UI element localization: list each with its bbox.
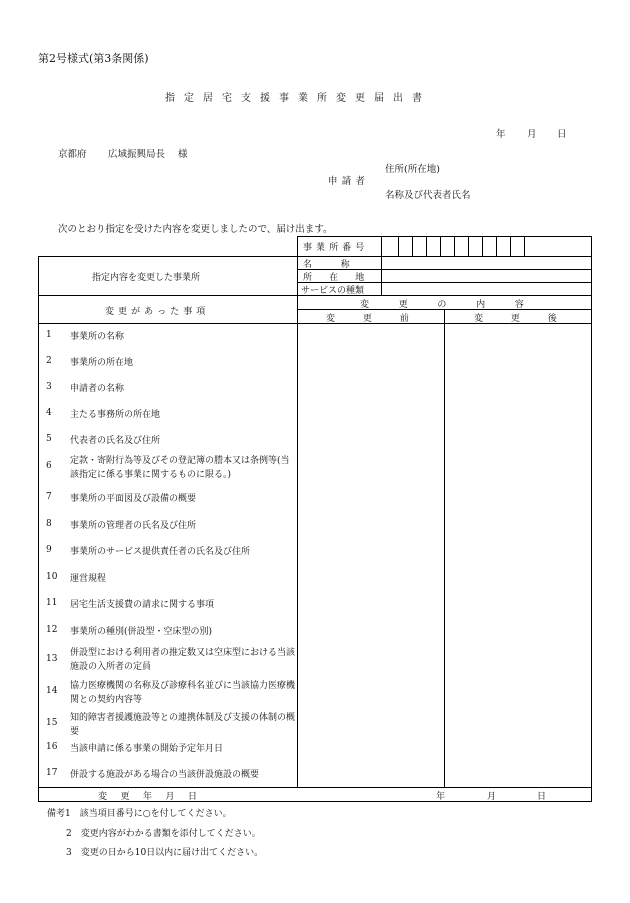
addressee-office: 広域振興局長 [108, 149, 166, 160]
applicant-name-label: 名称及び代表者氏名 [385, 190, 471, 201]
item-number: 12 [46, 625, 58, 635]
item-text: 代表者の氏名及び住所 [70, 436, 161, 446]
item-text: 協力医療機関の名称及び診療科名並びに当該協力医療機関との契約内容等 [70, 681, 296, 705]
change-date-month: 月 [487, 792, 497, 802]
item-text: 運営規程 [70, 574, 107, 584]
form-number: 第2号様式(第3条関係) [38, 52, 149, 65]
item-number: 16 [46, 742, 58, 752]
item-number: 11 [46, 598, 58, 608]
item-text: 事業所の管理者の氏名及び住所 [70, 521, 197, 531]
item-number: 13 [46, 654, 58, 664]
item-text: 主たる事務所の所在地 [70, 410, 161, 420]
item-text: 事業所の所在地 [70, 358, 134, 368]
item-text: 居宅生活支援費の請求に関する事項 [70, 600, 215, 610]
item-text: 併設型における利用者の推定数又は空床型における当該施設の入所者の定員 [70, 648, 296, 672]
before-header: 変更前 [326, 314, 437, 324]
item-number: 7 [46, 492, 52, 502]
form-title: 指定居宅支援事業所変更届出書 [165, 93, 431, 104]
applicant-label: 申請者 [328, 176, 370, 187]
item-number: 10 [46, 572, 58, 582]
change-date-day: 日 [537, 792, 547, 802]
after-header: 変更後 [474, 314, 585, 324]
addressee-honorific: 様 [178, 149, 188, 160]
office-number-label: 事業所番号 [303, 243, 369, 253]
item-text: 当該申請に係る事業の開始予定年月日 [70, 744, 224, 754]
date-year-label: 年 [496, 129, 506, 140]
date-day-label: 日 [557, 129, 567, 140]
date-month-label: 月 [527, 129, 537, 140]
item-text: 事業所の平面図及び設備の概要 [70, 494, 197, 504]
addressee-prefecture: 京都府 [58, 149, 87, 160]
office-location-label: 所在地 [303, 273, 382, 283]
item-number: 9 [46, 545, 52, 555]
office-name-label: 名称 [303, 260, 379, 270]
item-text: 申請者の名称 [70, 384, 125, 394]
item-text: 併設する施設がある場合の当該併設施設の概要 [70, 770, 260, 780]
item-number: 3 [46, 382, 52, 392]
change-items-header: 変更があった事項 [105, 307, 210, 317]
note-3: 3 変更の日から10日以内に届け出てください。 [66, 848, 264, 858]
item-number: 5 [46, 434, 52, 444]
intro-text: 次のとおり指定を受けた内容を変更しましたので、届け出ます。 [58, 224, 333, 235]
change-content-header: 変更の内容 [360, 300, 554, 310]
office-section-label: 指定内容を変更した事業所 [92, 273, 201, 283]
item-number: 4 [46, 408, 52, 418]
item-number: 17 [46, 768, 58, 778]
item-number: 1 [46, 330, 52, 340]
item-text: 事業所の名称 [70, 332, 125, 342]
item-text: 事業所のサービス提供責任者の氏名及び住所 [70, 547, 251, 557]
item-number: 15 [46, 718, 58, 728]
item-text: 知的障害者援護施設等との連携体制及び支援の体制の概要 [70, 713, 296, 737]
change-date-year: 年 [436, 792, 446, 802]
note-1: 備考1 該当項目番号に○を付してください。 [47, 809, 232, 819]
office-service-type-label: サービスの種類 [301, 286, 365, 296]
note-2: 2 変更内容がわかる書類を添付してください。 [66, 829, 261, 839]
item-number: 2 [46, 356, 52, 366]
change-date-label: 変更年月日 [98, 792, 211, 802]
item-number: 8 [46, 519, 52, 529]
applicant-address-label: 住所(所在地) [385, 164, 440, 175]
item-text: 定款・寄附行為等及びその登記簿の謄本又は条例等(当該指定に係る事業に関するものに限る。) [70, 456, 290, 480]
item-number: 14 [46, 686, 58, 696]
item-text: 事業所の種別(併設型・空床型の別) [70, 627, 213, 637]
item-number: 6 [46, 461, 52, 471]
